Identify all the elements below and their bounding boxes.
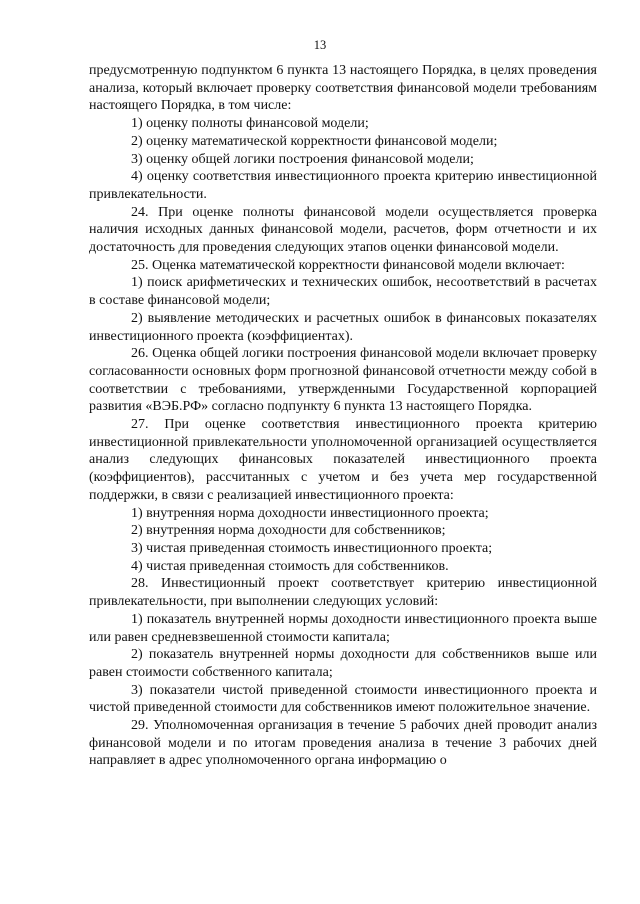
paragraph: 24. При оценке полноты финансовой модели осуществляется проверка наличия исходных данных финансовой модели, расчетов, форм отчетности и их достаточность для проведения следующих этапов оценки финансовой модели. <box>89 204 597 256</box>
paragraph: 1) оценку полноты финансовой модели; <box>131 116 369 132</box>
paragraph: предусмотренную подпунктом 6 пункта 13 настоящего Порядка, в целях проведения анализа, который включает проверку соответствия финансовой модели требованиям настоящего Порядка, в том числе: <box>89 63 597 114</box>
paragraph: 4) оценку соответствия инвестиционного проекта критерию инвестиционной привлекательности. <box>89 169 597 202</box>
page-number: 13 <box>313 38 327 52</box>
paragraph: 27. При оценке соответствия инвестиционного проекта критерию инвестиционной привлекательности уполномоченной организацией осуществляется анализ следующих финансовых показателей инвестиционного проекта (коэффициентов), рассчитанных с учетом и без учета мер государственной поддержки, в связи с реализацией инвестиционного проекта: <box>89 417 597 503</box>
paragraph: 26. Оценка общей логики построения финансовой модели включает проверку согласованности основных форм прогнозной финансовой отчетности между собой в соответствии с требованиями, утвержденными Государственной корпорацией развития «ВЭБ.РФ» согласно подпункту 6 пункта 13 настоящего Порядка. <box>89 346 597 415</box>
document-body <box>89 62 597 770</box>
paragraph: 28. Инвестиционный проект соответствует критерию инвестиционной привлекательности, при выполнении следующих условий: <box>89 576 597 610</box>
paragraph: 2) оценку математической корректности финансовой модели; <box>131 133 498 149</box>
paragraph: 1) внутренняя норма доходности инвестиционного проекта; <box>131 505 489 521</box>
paragraph: 25. Оценка математической корректности финансовой модели включает: <box>131 257 565 273</box>
paragraph: 29. Уполномоченная организация в течение 5 рабочих дней проводит анализ финансовой модели и по итогам проведения анализа в течение 3 рабочих дней направляет в адрес уполномоченного органа информацию о <box>89 718 597 769</box>
paragraph: 2) показатель внутренней нормы доходности для собственников выше или равен стоимости собственного капитала; <box>89 647 597 680</box>
paragraph: 3) показатели чистой приведенной стоимости инвестиционного проекта и чистой приведенной стоимости для собственников имеют положительное значение. <box>89 682 597 716</box>
paragraph: 3) оценку общей логики построения финансовой модели; <box>131 151 474 167</box>
paragraph: 4) чистая приведенная стоимость для собственников. <box>131 558 449 574</box>
paragraph: 2) выявление методических и расчетных ошибок в финансовых показателях инвестиционного проекта (коэффициентах). <box>89 310 597 344</box>
paragraph: 3) чистая приведенная стоимость инвестиционного проекта; <box>131 540 493 556</box>
paragraph: 1) показатель внутренней нормы доходности инвестиционного проекта выше или равен средневзвешенной стоимости капитала; <box>89 611 597 645</box>
paragraph: 1) поиск арифметических и технических ошибок, несоответствий в расчетах в составе финансовой модели; <box>89 275 597 309</box>
paragraph: 2) внутренняя норма доходности для собственников; <box>131 523 446 539</box>
